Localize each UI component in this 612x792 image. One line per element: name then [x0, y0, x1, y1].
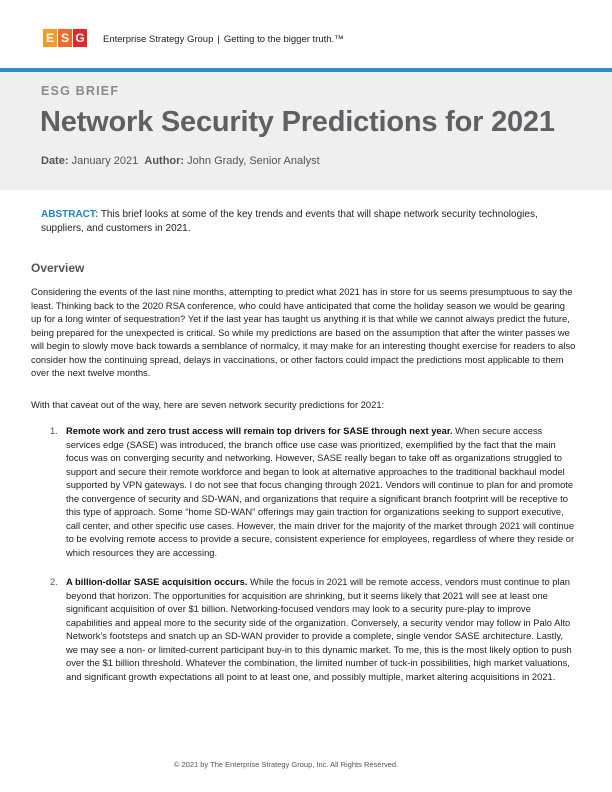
overview-heading: Overview	[31, 261, 85, 275]
predictions-list	[31, 424, 576, 683]
logo-letter-g: G	[73, 29, 87, 47]
prediction-number: 1.	[50, 425, 58, 436]
logo-letter-e: E	[43, 29, 57, 47]
date-label: Date:	[41, 155, 69, 167]
prediction-number: 2.	[50, 576, 58, 587]
abstract-label: ABSTRACT:	[41, 209, 99, 220]
prediction-lead: Remote work and zero trust access will remain top drivers for SASE through next year.	[66, 425, 453, 436]
abstract-text: This brief looks at some of the key trends and events that will shape network security technologies, suppliers, and customers in 2021.	[41, 209, 538, 234]
esg-logo	[43, 29, 88, 47]
overview-paragraph-2: With that caveat out of the way, here are seven network security predictions for 2021:	[31, 399, 385, 410]
page-header	[0, 0, 612, 68]
tagline: Getting to the bigger truth.™	[223, 34, 344, 45]
brand-line	[103, 34, 344, 45]
author-label: Author:	[144, 155, 185, 167]
prediction-lead: A billion-dollar SASE acquisition occurs.	[66, 576, 248, 587]
logo-letter-s: S	[58, 29, 72, 47]
copyright-footer: © 2021 by The Enterprise Strategy Group, Inc. All Rights Reserved.	[173, 760, 399, 769]
prediction-body: When secure access services edge (SASE) was introduced, the branch office use case was prioritized, exemplified by the fact that the main focus was on converging security and networking. However, SASE really began to take off as organizations struggled to support and secure their remote workforce and began to look at alternative approaches to the traditional backhaul model supported by VPN gateways. I do not see that focus changing through 2021. Vendors will continue to plan for and promote the convergence of security and SD-WAN, and organizations that require a significant branch footprint will be receptive to this type of approach. Some “home SD-WAN” offerings may gain traction for organizations seeking to support executive, call center, and other specific use cases. However, the main driver for the majority of the market through 2021 will continue to be evolving remote access to provide a secure, consistent experience for employees, regardless of where they reside or which resources they are accessing.	[66, 425, 575, 558]
date-value: January 2021	[71, 155, 139, 167]
author-value: John Grady, Senior Analyst	[187, 155, 320, 167]
company-name: Enterprise Strategy Group	[103, 34, 214, 45]
brand-separator: |	[217, 34, 220, 45]
prediction-item-2	[31, 575, 576, 683]
page-title: Network Security Predictions for 2021	[40, 106, 555, 138]
overview-paragraph-1: Considering the events of the last nine months, attempting to predict what 2021 has in store for us seems presumptuous to say the least. Thinking back to the 2020 RSA conference, who could have anticipated that come the holiday season we would be gearing up for a long winter of sequestration? Yet if the last year has taught us anything it is that while we cannot always predict the future, being prepared for the unexpected is critical. So while my predictions are based on the assumption that after the winter passes we will begin to slowly move back towards a semblance of normalcy, it may make for an interesting thought exercise for readers to also consider how the continuing spread, delays in vaccinations, or other factors could impact the predictions most applicable to them over the next twelve months.	[31, 286, 576, 378]
prediction-item-1	[31, 424, 576, 559]
prediction-body: While the focus in 2021 will be remote access, vendors must continue to plan beyond that horizon. The opportunities for acquisition are shrinking, but it seems likely that 2021 will see at least one significant acquisition of over $1 billion. Networking-focused vendors may look to a security pure-play to improve capabilities and appeal more to the security side of the organization. Conversely, a security vendor may follow in Palo Alto Network’s footsteps and snatch up an SD-WAN provider to provide a complete, single vendor SASE architecture. Lastly, we may see a non- or limited-current participant buy-in to this dynamic market. To me, this is the most likely option to push over the $1 billion threshold. Whatever the combination, the limited number of tuck-in possibilities, high market valuations, and significant growth expectations all point to at least one, and possibly multiple, market altering acquisitions in 2021.	[66, 576, 572, 682]
brief-meta	[41, 155, 320, 167]
abstract	[41, 208, 576, 235]
brief-eyebrow: ESG BRIEF	[41, 84, 120, 98]
